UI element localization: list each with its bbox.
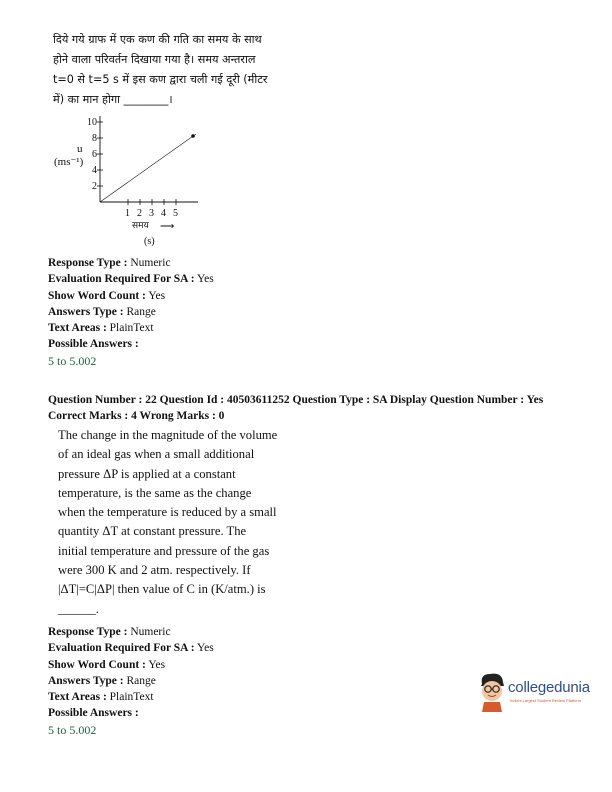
question-22-metadata [48, 624, 214, 738]
x-tick-label: 3 [149, 208, 154, 219]
mascot-icon [476, 672, 508, 712]
meta-row: Answers Type : Range [48, 674, 156, 687]
question-header-line: Question Number : 22 Question Id : 40503611252 Question Type : SA Display Question Number : Yes [48, 394, 544, 406]
question-line: of an ideal gas when a small additional [58, 447, 255, 462]
velocity-line [100, 134, 196, 202]
meta-row: Show Word Count : Yes [48, 289, 166, 302]
y-tick-label: 6 [92, 149, 97, 160]
question-21-text [53, 30, 303, 110]
data-point [191, 134, 195, 138]
logo-tagline: India's Largest Student Review Platform [510, 698, 582, 703]
meta-row: Text Areas : PlainText [48, 322, 154, 335]
meta-row: Evaluation Required For SA : Yes [48, 273, 214, 286]
y-axis-unit: (ms⁻¹) [54, 156, 84, 168]
x-axis-label: समय [132, 220, 149, 230]
question-line: t=0 से t=5 s में इस कण द्वारा चली गई दूरी (मीटर [53, 73, 268, 86]
x-axis-arrow: ⟶ [160, 221, 175, 232]
x-tick-label: 1 [125, 208, 130, 219]
question-line: when the temperature is reduced by a small [58, 505, 277, 520]
question-line: initial temperature and pressure of the gas [58, 543, 270, 558]
question-line: होने वाला परिवर्तन दिखाया गया है। समय अन्तराल [53, 53, 256, 66]
meta-row: Evaluation Required For SA : Yes [48, 642, 214, 655]
question-line: में) का मान होगा ________। [53, 93, 173, 106]
meta-row: Response Type : Numeric [48, 257, 171, 269]
question-line: ______. [58, 601, 99, 616]
logo-wordmark: collegedunia [508, 679, 590, 696]
meta-row: Text Areas : PlainText [48, 691, 154, 704]
x-axis-unit: (s) [144, 236, 155, 247]
question-22-text [58, 426, 298, 619]
y-tick-label: 10 [87, 117, 97, 128]
question-line: The change in the magnitude of the volume [58, 428, 278, 442]
question-line: were 300 K and 2 atm. respectively. If [58, 563, 251, 578]
meta-row: Possible Answers : [48, 338, 139, 351]
possible-answer: 5 to 5.002 [48, 353, 97, 368]
question-line: |ΔT|=C|ΔP| then value of C in (K/atm.) is [58, 582, 266, 597]
question-line: temperature, is the same as the change [58, 485, 252, 500]
x-tick-label: 4 [161, 208, 166, 219]
possible-answer: 5 to 5.002 [48, 722, 97, 737]
meta-row: Answers Type : Range [48, 305, 156, 318]
x-tick-label: 2 [137, 208, 142, 219]
y-tick-label: 2 [92, 181, 97, 192]
question-line: दिये गये ग्राफ में एक कण की गति का समय के साथ [53, 33, 262, 46]
question-21-metadata [48, 255, 214, 369]
meta-row: Possible Answers : [48, 707, 139, 720]
question-header-line: Correct Marks : 4 Wrong Marks : 0 [48, 410, 225, 422]
y-tick-label: 8 [92, 133, 97, 144]
x-tick-label: 5 [173, 208, 178, 219]
meta-row: Response Type : Numeric [48, 626, 171, 638]
question-22-header [48, 392, 543, 424]
y-axis-label: u [77, 143, 83, 155]
question-line: quantity ΔT at constant pressure. The [58, 524, 247, 539]
velocity-time-graph [50, 112, 220, 252]
meta-row: Show Word Count : Yes [48, 658, 166, 671]
question-line: pressure ΔP is applied at a constant [58, 466, 236, 481]
y-tick-label: 4 [92, 165, 97, 176]
collegedunia-logo [476, 670, 601, 718]
